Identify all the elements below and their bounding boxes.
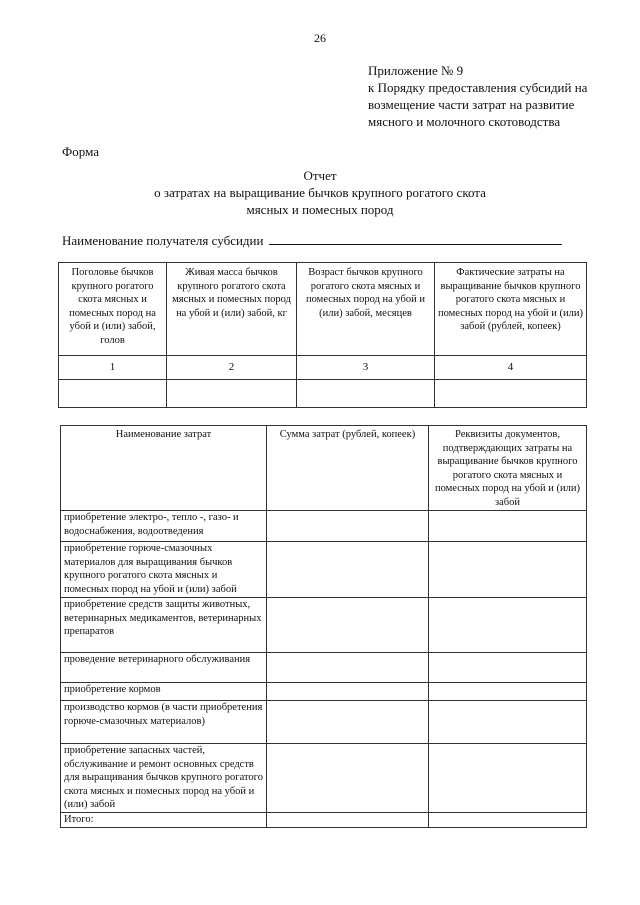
- header-cell-head-count: Поголовье бычков крупного рогатого скота мясных и помесных пород на убой и (или) забой, голов: [59, 263, 167, 356]
- cost-docs-cell[interactable]: [429, 598, 587, 653]
- cost-sum-cell[interactable]: [267, 542, 429, 598]
- recipient-label: Наименование получателя субсидии: [62, 233, 264, 248]
- empty-cell[interactable]: [167, 380, 297, 408]
- total-row-label: Итого:: [61, 813, 267, 828]
- page-number: 26: [314, 31, 326, 45]
- header-cell-cost-sum: Сумма затрат (рублей, копеек): [267, 426, 429, 511]
- column-number: 2: [167, 356, 297, 380]
- header-cell-cost-name: Наименование затрат: [61, 426, 267, 511]
- cost-sum-cell[interactable]: [267, 653, 429, 683]
- cost-docs-cell[interactable]: [429, 511, 587, 542]
- total-sum-cell[interactable]: [267, 813, 429, 828]
- livestock-table: [58, 262, 587, 408]
- cost-docs-cell[interactable]: [429, 542, 587, 598]
- cost-docs-cell[interactable]: [429, 701, 587, 744]
- cost-row-label: проведение ветеринарного обслуживания: [61, 653, 267, 683]
- header-cell-live-weight: Живая масса бычков крупного рогатого скота мясных и помесных пород на убой и (или) забой, кг: [167, 263, 297, 356]
- appendix-header: [368, 62, 587, 130]
- report-title: [0, 167, 640, 218]
- column-number: 1: [59, 356, 167, 380]
- cost-row-label: приобретение средств защиты животных, ветеринарных медикаментов, ветеринарных препаратов: [61, 598, 267, 653]
- recipient-row: [62, 232, 562, 249]
- appendix-line: мясного и молочного скотоводства: [368, 114, 561, 129]
- cost-sum-cell[interactable]: [267, 744, 429, 813]
- cost-row-label: производство кормов (в части приобретения горюче-смазочных материалов): [61, 701, 267, 744]
- title-line: о затратах на выращивание бычков крупного рогатого скота: [154, 185, 486, 200]
- cost-sum-cell[interactable]: [267, 701, 429, 744]
- costs-table: [60, 425, 587, 828]
- cost-docs-cell[interactable]: [429, 744, 587, 813]
- title-line: мясных и помесных пород: [246, 202, 394, 217]
- cost-row-label: приобретение электро-, тепло -, газо- и водоснабжения, водоотведения: [61, 511, 267, 542]
- cost-docs-cell[interactable]: [429, 683, 587, 701]
- total-docs-cell[interactable]: [429, 813, 587, 828]
- cost-sum-cell[interactable]: [267, 683, 429, 701]
- cost-sum-cell[interactable]: [267, 511, 429, 542]
- empty-cell[interactable]: [297, 380, 435, 408]
- form-label: Форма: [62, 144, 99, 159]
- cost-row-label: приобретение горюче-смазочных материалов для выращивания бычков крупного рогатого скота мясных и помесных пород на убой и (или) забой: [61, 542, 267, 598]
- recipient-blank-line: [269, 232, 562, 245]
- title-line: Отчет: [303, 168, 337, 183]
- appendix-line: возмещение части затрат на развитие: [368, 97, 575, 112]
- cost-row-label: приобретение кормов: [61, 683, 267, 701]
- header-cell-age: Возраст бычков крупного рогатого скота мясных и помесных пород на убой и (или) забой, месяцев: [297, 263, 435, 356]
- cost-docs-cell[interactable]: [429, 653, 587, 683]
- header-cell-actual-costs: Фактические затраты на выращивание бычков крупного рогатого скота мясных и помесных пород на убой и (или) забой (рублей, копеек): [435, 263, 587, 356]
- cost-sum-cell[interactable]: [267, 598, 429, 653]
- header-cell-documents: Реквизиты документов, подтверждающих затраты на выращивание бычков крупного рогатого скота мясных и помесных пород на убой и (или) забой: [429, 426, 587, 511]
- appendix-line: Приложение № 9: [368, 63, 464, 78]
- empty-cell[interactable]: [435, 380, 587, 408]
- cost-row-label: приобретение запасных частей, обслуживание и ремонт основных средств для выращивания бычков крупного рогатого скота мясных и помесных пород на убой и (или) забой: [61, 744, 267, 813]
- empty-cell[interactable]: [59, 380, 167, 408]
- column-number: 4: [435, 356, 587, 380]
- column-number: 3: [297, 356, 435, 380]
- appendix-line: к Порядку предоставления субсидий на: [368, 80, 588, 95]
